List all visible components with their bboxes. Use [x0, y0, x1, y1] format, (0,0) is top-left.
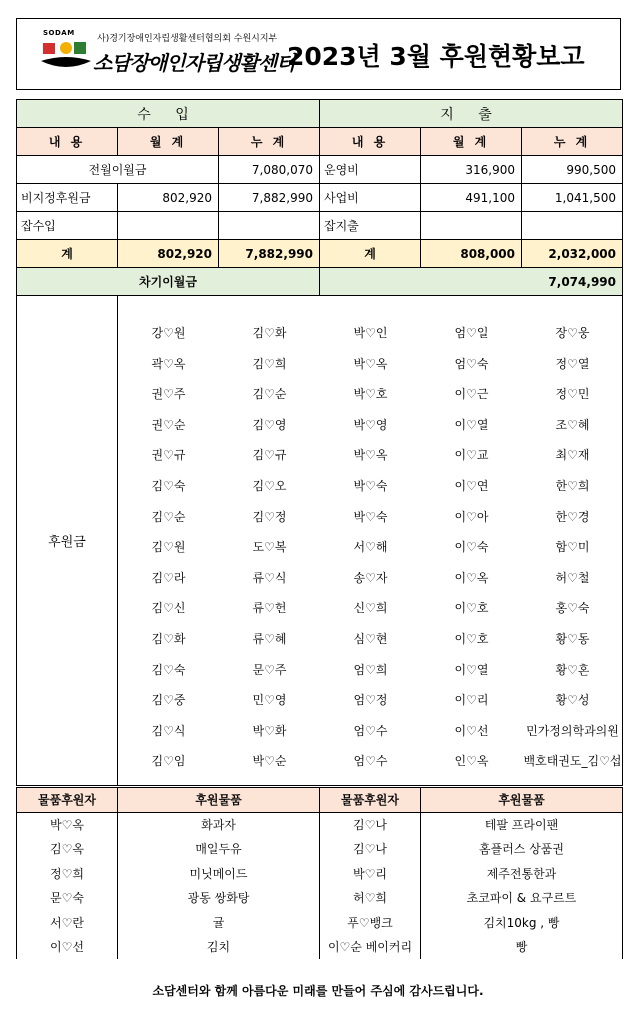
goods-row — [17, 837, 623, 862]
expense-label: 잡지출 — [320, 212, 421, 240]
donor-name: 신♡희 — [353, 601, 388, 616]
donor-name: 김♡순 — [252, 387, 287, 402]
donor-name: 한♡경 — [555, 509, 590, 524]
donor-name: 김♡희 — [252, 356, 287, 371]
donor-name: 정♡열 — [555, 356, 590, 371]
donor-name: 김♡정 — [252, 509, 287, 524]
donor-name: 엄♡수 — [353, 723, 388, 738]
expense-label: 운영비 — [320, 156, 421, 184]
donor-names — [118, 296, 623, 786]
income-label: 잡수입 — [17, 212, 118, 240]
goods-donor-header: 물품후원자 — [320, 788, 421, 813]
table-row — [17, 156, 623, 184]
donor-name: 박♡숙 — [353, 509, 388, 524]
donor-name: 박♡호 — [353, 387, 388, 402]
donor-name: 엄♡숙 — [454, 356, 489, 371]
income-total-cumulative: 7,882,990 — [219, 240, 320, 268]
goods-donor: 정♡희 — [17, 861, 118, 886]
finance-table — [16, 99, 623, 786]
donor-name: 이♡연 — [454, 479, 489, 493]
donor-grid — [118, 296, 622, 785]
donor-name: 허♡철 — [555, 570, 590, 585]
col-header-monthly: 월 계 — [118, 128, 219, 156]
goods-item: 화과자 — [118, 812, 320, 837]
donor-name: 박♡옥 — [353, 448, 388, 463]
logo-icon — [41, 39, 91, 75]
donor-name: 김♡숙 — [151, 479, 186, 493]
col-header-content: 내 용 — [17, 128, 118, 156]
goods-item: 김치10kg , 빵 — [421, 910, 623, 935]
income-cumulative: 7,080,070 — [219, 156, 320, 184]
income-total-monthly: 802,920 — [118, 240, 219, 268]
donor-name: 김♡영 — [252, 417, 287, 432]
donor-name: 이♡근 — [454, 387, 489, 402]
goods-row — [17, 886, 623, 911]
col-header-content: 내 용 — [320, 128, 421, 156]
expense-total-cumulative: 2,032,000 — [522, 240, 623, 268]
goods-item: 홈플러스 상품권 — [421, 837, 623, 862]
goods-item: 제주전통한과 — [421, 861, 623, 886]
goods-donor: 허♡희 — [320, 886, 421, 911]
goods-item-header: 후원물품 — [118, 788, 320, 813]
goods-item: 귤 — [118, 910, 320, 935]
donor-name: 박♡순 — [252, 754, 287, 769]
org-subtitle: 사)경기장애인자립생활센터협의회 수원시지부 — [97, 34, 278, 44]
donor-section-label: 후원금 — [17, 296, 118, 786]
expense-cumulative — [522, 212, 623, 240]
goods-item: 매일두유 — [118, 837, 320, 862]
goods-item: 빵 — [421, 935, 623, 960]
donor-name: 정♡민 — [555, 387, 590, 402]
donor-name: 최♡재 — [555, 448, 590, 463]
donor-name: 민♡영 — [252, 693, 287, 708]
donor-name: 황♡혼 — [555, 662, 590, 677]
donor-name: 인♡옥 — [454, 754, 489, 769]
page-title: 2023년 3월 후원현황보고 — [287, 42, 585, 71]
goods-donor: 김♡옥 — [17, 837, 118, 862]
col-header-monthly: 월 계 — [421, 128, 522, 156]
donor-name: 곽♡옥 — [151, 356, 186, 371]
donor-name: 서♡해 — [353, 540, 388, 555]
footer-message: 소담센터와 함께 아름다운 미래를 만들어 주심에 감사드립니다. — [152, 984, 484, 998]
goods-row — [17, 910, 623, 935]
goods-item: 초코파이 & 요구르트 — [421, 886, 623, 911]
goods-donor: 문♡숙 — [17, 886, 118, 911]
donor-name: 황♡동 — [555, 632, 590, 646]
expense-total-label: 계 — [320, 240, 421, 268]
donor-name: 이♡교 — [454, 448, 489, 463]
expense-monthly: 491,100 — [421, 184, 522, 212]
donor-name: 김♡오 — [252, 479, 287, 493]
donor-name: 김♡중 — [151, 693, 186, 708]
donor-name: 김♡화 — [252, 326, 287, 340]
donor-name: 박♡옥 — [353, 356, 388, 371]
donor-name: 강♡원 — [151, 326, 186, 340]
donor-name: 김♡원 — [151, 540, 186, 555]
donor-name: 심♡현 — [353, 632, 388, 646]
donor-name: 이♡선 — [454, 723, 489, 738]
org-name: 소담장애인자립생활센터 — [93, 51, 295, 75]
donor-name: 김♡임 — [151, 754, 186, 769]
expense-section-header: 지 출 — [320, 100, 623, 128]
expense-cumulative: 1,041,500 — [522, 184, 623, 212]
carryover-value: 7,074,990 — [320, 268, 623, 296]
donor-name: 문♡주 — [252, 662, 287, 677]
donor-name: 황♡성 — [555, 693, 590, 708]
donor-name: 김♡식 — [151, 723, 186, 738]
donor-name: 엄♡희 — [353, 662, 388, 677]
expense-cumulative: 990,500 — [522, 156, 623, 184]
donor-name: 이♡리 — [454, 693, 489, 708]
goods-donor: 이♡순 베이커리 — [320, 935, 421, 960]
col-header-cumulative: 누 계 — [522, 128, 623, 156]
donor-name: 김♡규 — [252, 448, 287, 463]
donor-name: 백호태권도_김♡섭 — [523, 754, 622, 769]
income-monthly — [118, 212, 219, 240]
donor-name: 이♡열 — [454, 417, 489, 432]
donor-name: 박♡화 — [252, 723, 287, 738]
donor-name: 송♡자 — [353, 570, 388, 585]
donor-name: 권♡주 — [151, 387, 186, 402]
goods-row — [17, 861, 623, 886]
donor-name: 김♡화 — [151, 632, 186, 646]
donor-name: 박♡영 — [353, 417, 388, 432]
income-cumulative: 7,882,990 — [219, 184, 320, 212]
donor-name: 류♡헌 — [252, 601, 287, 616]
col-header-cumulative: 누 계 — [219, 128, 320, 156]
donor-name: 이♡옥 — [454, 570, 489, 585]
logo-sodam-text: SODAM — [43, 29, 75, 37]
donor-name: 김♡신 — [151, 601, 186, 616]
report-header — [16, 18, 621, 90]
donor-name: 한♡희 — [555, 479, 590, 493]
donor-row — [17, 296, 623, 786]
donor-name: 조♡혜 — [555, 417, 590, 432]
goods-row — [17, 935, 623, 960]
donor-name: 이♡호 — [454, 601, 489, 616]
goods-donor: 푸♡뱅크 — [320, 910, 421, 935]
goods-item: 김치 — [118, 935, 320, 960]
carryover-label: 차기이월금 — [17, 268, 320, 296]
donor-name: 김♡라 — [151, 570, 186, 585]
goods-item: 광동 쌍화탕 — [118, 886, 320, 911]
table-row — [17, 184, 623, 212]
donor-name: 이♡호 — [454, 632, 489, 646]
donor-name: 권♡규 — [151, 448, 186, 463]
donor-name: 장♡웅 — [555, 326, 590, 340]
totals-row — [17, 240, 623, 268]
goods-donor: 박♡옥 — [17, 812, 118, 837]
donor-name: 김♡순 — [151, 509, 186, 524]
income-monthly: 802,920 — [118, 184, 219, 212]
goods-donor: 이♡선 — [17, 935, 118, 960]
goods-table — [16, 787, 623, 959]
goods-donor: 서♡란 — [17, 910, 118, 935]
income-section-header: 수 입 — [17, 100, 320, 128]
org-logo — [41, 27, 295, 85]
donor-name: 이♡열 — [454, 662, 489, 677]
goods-item: 테팔 프라이팬 — [421, 812, 623, 837]
expense-monthly — [421, 212, 522, 240]
goods-item-header: 후원물품 — [421, 788, 623, 813]
donor-name: 함♡미 — [555, 540, 590, 555]
donor-name: 엄♡수 — [353, 754, 388, 769]
expense-label: 사업비 — [320, 184, 421, 212]
income-total-label: 계 — [17, 240, 118, 268]
donor-name: 이♡아 — [454, 509, 489, 524]
expense-total-monthly: 808,000 — [421, 240, 522, 268]
goods-donor: 김♡나 — [320, 812, 421, 837]
donor-name: 도♡복 — [252, 540, 287, 555]
donor-name: 홍♡숙 — [555, 601, 590, 616]
income-cumulative — [219, 212, 320, 240]
goods-item: 미닛메이드 — [118, 861, 320, 886]
goods-donor-header: 물품후원자 — [17, 788, 118, 813]
income-label: 비지정후원금 — [17, 184, 118, 212]
goods-donor: 박♡리 — [320, 861, 421, 886]
donor-name: 엄♡정 — [353, 693, 388, 708]
donor-name: 김♡숙 — [151, 662, 186, 677]
donor-name: 권♡순 — [151, 417, 186, 432]
goods-row — [17, 812, 623, 837]
donor-name: 박♡인 — [353, 326, 388, 340]
donor-name: 박♡숙 — [353, 479, 388, 493]
expense-monthly: 316,900 — [421, 156, 522, 184]
donor-name: 민가정의학과의원 — [526, 723, 619, 738]
income-label: 전월이월금 — [17, 156, 219, 184]
donor-name: 엄♡일 — [454, 326, 489, 340]
donor-name: 류♡혜 — [252, 632, 287, 646]
donor-name: 이♡숙 — [454, 540, 489, 555]
goods-donor: 김♡나 — [320, 837, 421, 862]
table-row — [17, 212, 623, 240]
carryover-row — [17, 268, 623, 296]
donor-name: 류♡식 — [252, 570, 287, 585]
